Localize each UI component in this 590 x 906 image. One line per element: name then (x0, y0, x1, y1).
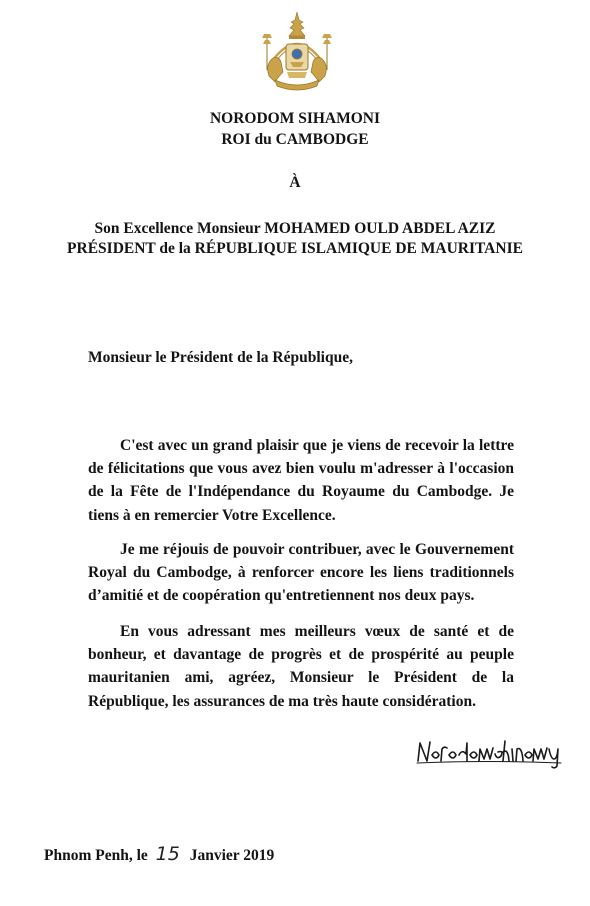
body-paragraph-1 (88, 434, 514, 527)
body-paragraph-2-text: Je me réjouis de pouvoir contribuer, avec le Gouvernement Royal du Cambodge, à renforcer encore les liens traditionnels d’amitié et de coopération qu'entretiennent nos deux pays. (88, 541, 514, 605)
body-paragraph-1-text: C'est avec un grand plaisir que je viens de recevoir la lettre de félicitations que vous avez bien voulu m'adresser à l'occasion de la Fête de l'Indépendance du Royaume du Cambodge. Je tiens à en remercier Votre Excellence. (88, 437, 514, 524)
recipient-line-1 (0, 220, 590, 238)
sender-title: ROI du CAMBODGE (221, 131, 369, 148)
dateline-day: 15 (155, 843, 180, 865)
sender-name: NORODOM SIHAMONI (209, 110, 381, 127)
royal-coat-of-arms-icon (259, 10, 335, 94)
dateline-month-year: Janvier 2019 (189, 847, 275, 864)
recipient-to-mark: À (289, 174, 301, 191)
recipient-line-2: PRÉSIDENT de la RÉPUBLIQUE ISLAMIQUE DE MAURITANIE (67, 240, 523, 257)
recipient-line-1-text: Son Excellence Monsieur MOHAMED OULD ABDEL AZIZ (94, 220, 496, 237)
dateline-place: Phnom Penh, le (44, 847, 148, 864)
body-paragraph-3 (88, 620, 514, 713)
salutation: Monsieur le Président de la République, (88, 349, 353, 366)
dateline (44, 843, 274, 865)
handwritten-signature (415, 735, 567, 769)
body-paragraph-2 (88, 538, 514, 608)
body-paragraph-3-text: En vous adressant mes meilleurs vœux de santé et de bonheur, et davantage de progrès et de prospérité au peuple mauritanien ami, agréez, Monsieur le Président de la République, les assurances de ma très haute considération. (88, 623, 514, 710)
